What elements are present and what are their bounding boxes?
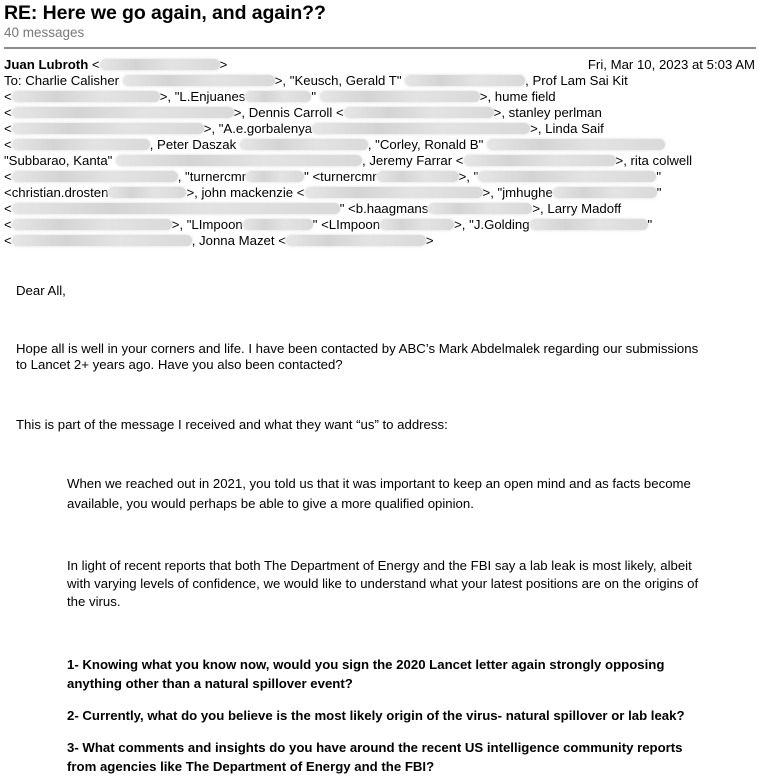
recipient-text: <	[4, 121, 12, 136]
greeting: Dear All,	[16, 283, 66, 298]
question-1-cont: anything other than a natural spillover event?	[67, 676, 353, 691]
redacted-text	[12, 91, 160, 102]
question-3-cont: from agencies like The Department of Energy and the FBI?	[67, 759, 435, 774]
recipient-text: , "Corley, Ronald B"	[367, 137, 487, 152]
redacted-text	[12, 219, 172, 230]
recipient-text: <	[4, 137, 12, 152]
recipient-line	[4, 73, 628, 89]
recipient-text: >, Larry Madoff	[532, 201, 622, 216]
recipient-text: >, rita colwell	[615, 153, 693, 168]
recipient-text: >, "J.Golding	[454, 217, 530, 232]
redacted-text	[305, 187, 483, 198]
redacted-text	[530, 219, 648, 230]
recipient-line	[4, 169, 661, 185]
recipient-line	[4, 89, 556, 105]
redacted-text	[377, 171, 459, 182]
recipient-line	[4, 201, 621, 217]
redacted-text	[100, 59, 220, 70]
recipient-text: " <turnercmr	[304, 169, 377, 184]
recipient-text: , "turnercmr	[177, 169, 247, 184]
recipient-text: >, john mackenzie <	[186, 185, 305, 200]
recipient-text: >, Dennis Carroll <	[233, 105, 344, 120]
redacted-text	[245, 91, 311, 102]
sender-address	[92, 57, 227, 72]
recipient-text: <	[4, 169, 12, 184]
recipient-text: " <LImpoon	[312, 217, 381, 232]
recipient-text: >, "LImpoon	[171, 217, 243, 232]
redacted-text	[487, 139, 665, 150]
redacted-text	[12, 107, 234, 118]
redacted-text	[12, 171, 178, 182]
question-1: 1- Knowing what you know now, would you sign the 2020 Lancet letter again strongly opposing	[67, 657, 665, 672]
redacted-text	[12, 123, 204, 134]
redacted-text	[464, 155, 616, 166]
recipient-text: "	[647, 217, 653, 232]
paragraph-line: Hope all is well in your corners and life. I have been contacted by ABC’s Mark Abdelmalek regarding our submissions	[16, 341, 699, 356]
quote-line: When we reached out in 2021, you told us that it was important to keep an open mind and as facts become	[67, 476, 691, 491]
redacted-text	[12, 203, 340, 214]
recipient-text: , Jonna Mazet <	[191, 233, 286, 248]
recipient-text: "	[656, 169, 662, 184]
recipient-text: >, Linda Saif	[530, 121, 604, 136]
recipient-text: To: Charlie Calisher	[4, 73, 123, 88]
email-subject: RE: Here we go again, and again??	[4, 2, 326, 24]
recipient-text: "	[656, 185, 662, 200]
redacted-text	[108, 187, 186, 198]
recipient-text: >, hume field	[479, 89, 556, 104]
recipient-text: <	[4, 105, 12, 120]
recipient-line	[4, 137, 665, 153]
recipient-text: <	[4, 89, 12, 104]
paragraph-line: to Lancet 2+ years ago. Have you also been contacted?	[16, 357, 343, 372]
redacted-text	[478, 171, 656, 182]
recipient-text: <christian.drosten	[4, 185, 109, 200]
quote-line: In light of recent reports that both The Department of Energy and the FBI say a lab leak is most likely, albeit	[67, 558, 692, 573]
redacted-text	[380, 219, 454, 230]
recipient-text: , Prof Lam Sai Kit	[525, 73, 628, 88]
recipient-text: >, "jmhughe	[482, 185, 553, 200]
recipient-text: <	[91, 57, 100, 72]
redacted-text	[116, 155, 362, 166]
sender-line	[4, 57, 227, 73]
redacted-text	[312, 123, 530, 134]
redacted-text	[428, 203, 532, 214]
paragraph-line: This is part of the message I received and what they want “us” to address:	[16, 417, 448, 432]
recipient-text: "	[311, 89, 320, 104]
quote-line: with varying levels of confidence, we would like to understand what your latest positions are on the origins of	[67, 576, 699, 591]
redacted-text	[240, 139, 368, 150]
redacted-text	[246, 171, 304, 182]
recipient-line	[4, 185, 661, 201]
recipient-text: >, "	[458, 169, 479, 184]
recipient-line	[4, 233, 434, 249]
question-2: 2- Currently, what do you believe is the most likely origin of the virus- natural spillover or lab leak?	[67, 708, 685, 723]
recipient-text: <	[4, 217, 12, 232]
recipient-text: >, "L.Enjuanes	[159, 89, 246, 104]
recipient-text: "Subbarao, Kanta"	[4, 153, 117, 168]
email-date: Fri, Mar 10, 2023 at 5:03 AM	[587, 57, 755, 72]
question-3: 3- What comments and insights do you have around the recent US intelligence community reports	[67, 740, 683, 755]
recipient-text: <	[4, 201, 12, 216]
quote-line: the virus.	[67, 594, 121, 609]
redacted-text	[123, 75, 275, 86]
recipient-text: , Jeremy Farrar <	[362, 153, 464, 168]
sender-name[interactable]: Juan Lubroth	[4, 57, 89, 72]
recipient-line	[4, 153, 692, 169]
redacted-text	[286, 235, 426, 246]
recipient-text: >	[219, 57, 228, 72]
recipient-line	[4, 105, 602, 121]
recipient-text: " <b.haagmans	[339, 201, 429, 216]
recipient-text: , Peter Daszak	[149, 137, 240, 152]
header-divider	[4, 47, 756, 49]
quote-line: available, you would perhaps be able to give a more qualified opinion.	[67, 496, 474, 511]
recipient-line	[4, 217, 652, 233]
redacted-text	[344, 107, 494, 118]
redacted-text	[405, 75, 525, 86]
recipient-text: >, "Keusch, Gerald T"	[274, 73, 406, 88]
redacted-text	[243, 219, 313, 230]
recipient-text: >	[425, 233, 434, 248]
recipient-line	[4, 121, 604, 137]
redacted-text	[320, 91, 480, 102]
redacted-text	[553, 187, 657, 198]
redacted-text	[12, 235, 192, 246]
redacted-text	[12, 139, 150, 150]
recipient-text: >, stanley perlman	[493, 105, 602, 120]
recipient-text: >, "A.e.gorbalenya	[203, 121, 313, 136]
message-count: 40 messages	[4, 25, 85, 40]
recipient-text: <	[4, 233, 12, 248]
